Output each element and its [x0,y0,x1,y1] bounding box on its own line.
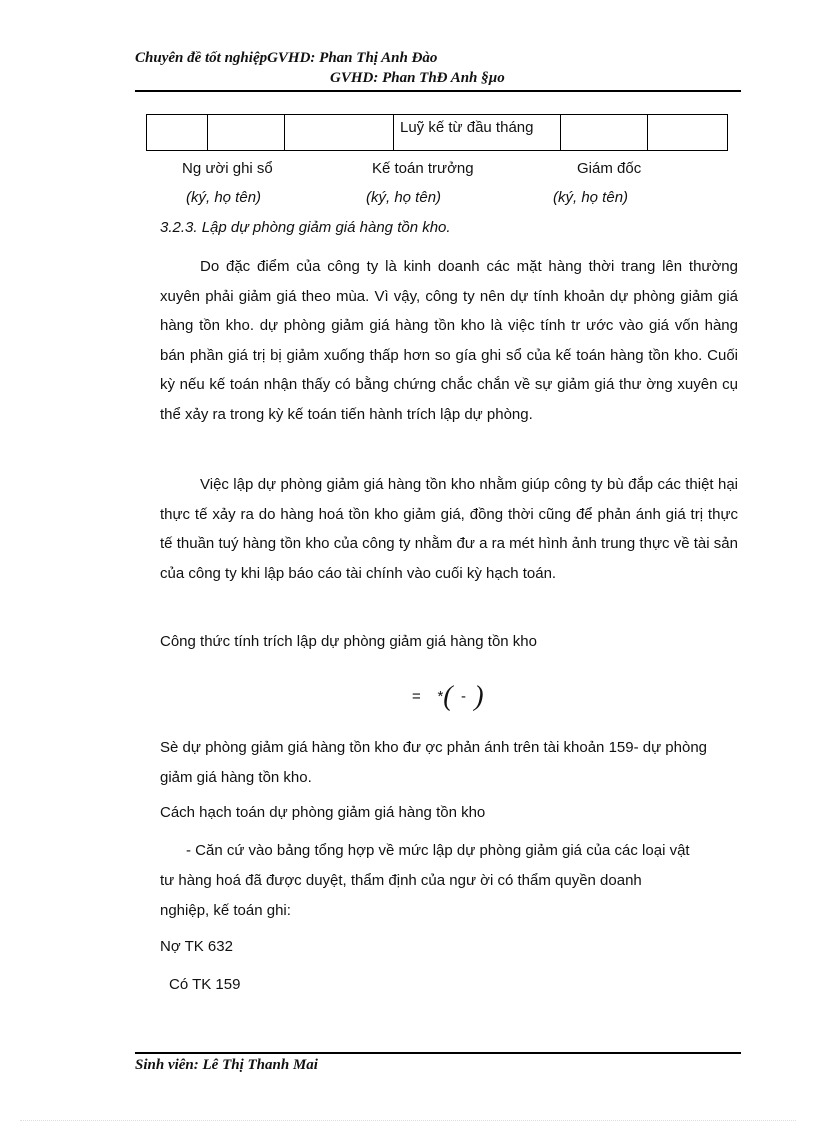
accounting-intro: Cách hạch toán dự phòng giảm giá hàng tồn kho [160,804,486,821]
paragraph-1: Do đặc điểm của công ty là kinh doanh các mặt hàng thời trang lên thường xuyên phải giảm giá theo mùa. Vì vậy, công ty nên dự tính khoản dự phòng giảm giá hàng tồn kho. dự phòng giảm giá hàng tồn kho là việc tính tr ước vào giá vốn hàng bán phần giá trị bị giảm xuống thấp hơn so gía ghi sổ của kế toán hàng tồn kho. Cuối kỳ nếu kế toán nhận thấy có bằng chứng chắc chắn về sự giảm giá thư ờng xuyên cụ thể xảy ra trong kỳ kế toán tiến hành trích lập dự phòng. [160,258,738,423]
credit-entry: Có TK 159 [169,976,241,993]
header-divider [135,90,741,92]
bullet-line-2: tư hàng hoá đã được duyệt, thẩm định của ngư ời có thẩm quyền doanh [160,872,642,889]
signature-director: Giám đốc [577,160,642,177]
footer-divider [135,1052,741,1054]
formula [412,681,484,713]
paragraph-3: Sè dự phòng giảm giá hàng tồn kho đư ợc phản ánh trên tài khoản 159- dự phòng giảm giá hàng tồn kho. [160,739,708,786]
signature-chief-note: (ký, họ tên) [366,189,442,206]
formula-open-paren: ( [443,681,453,712]
formula-intro: Công thức tính trích lập dự phòng giảm giá hàng tồn kho [160,633,537,650]
footer-student: Sinh viên: Lê Thị Thanh Mai [135,1057,318,1073]
debit-entry: Nợ TK 632 [160,938,233,955]
table-cell-cumulative-label: Luỹ kế từ đầu tháng [400,119,534,136]
formula-minus: - [460,687,466,705]
header-line-1: Chuyên đề tốt nghiệpGVHD: Phan Thị Anh Đào [135,50,438,66]
formula-star: * [437,687,444,705]
signature-recorder: Ng ười ghi sổ [182,160,273,177]
bullet-line-3: nghiệp, kế toán ghi: [160,902,291,919]
header-line-2: GVHD: Phan ThĐ Anh §µo [330,70,505,86]
page-edge [20,1120,796,1121]
signature-chief-accountant: Kế toán trưởng [372,160,474,177]
signature-recorder-note: (ký, họ tên) [186,189,262,206]
bullet-line-1: - Căn cứ vào bảng tổng hợp về mức lập dự phòng giảm giá của các loại vật [186,842,690,859]
formula-close-paren: ) [474,681,484,712]
formula-equals: = [412,687,421,705]
section-heading: 3.2.3. Lập dự phòng giảm giá hàng tồn kho. [160,219,451,236]
signature-director-note: (ký, họ tên) [553,189,629,206]
paragraph-2: Việc lập dự phòng giảm giá hàng tồn kho nhằm giúp công ty bù đắp các thiệt hại thực tế xảy ra do hàng hoá tồn kho giảm giá, đồng thời cũng để phản ánh giá trị thực tế thuần tuý hàng tồn kho của công ty nhằm đư a ra mét hình ảnh trung thực về tài sản của công ty khi lập báo cáo tài chính vào cuối kỳ hạch toán. [160,476,738,582]
